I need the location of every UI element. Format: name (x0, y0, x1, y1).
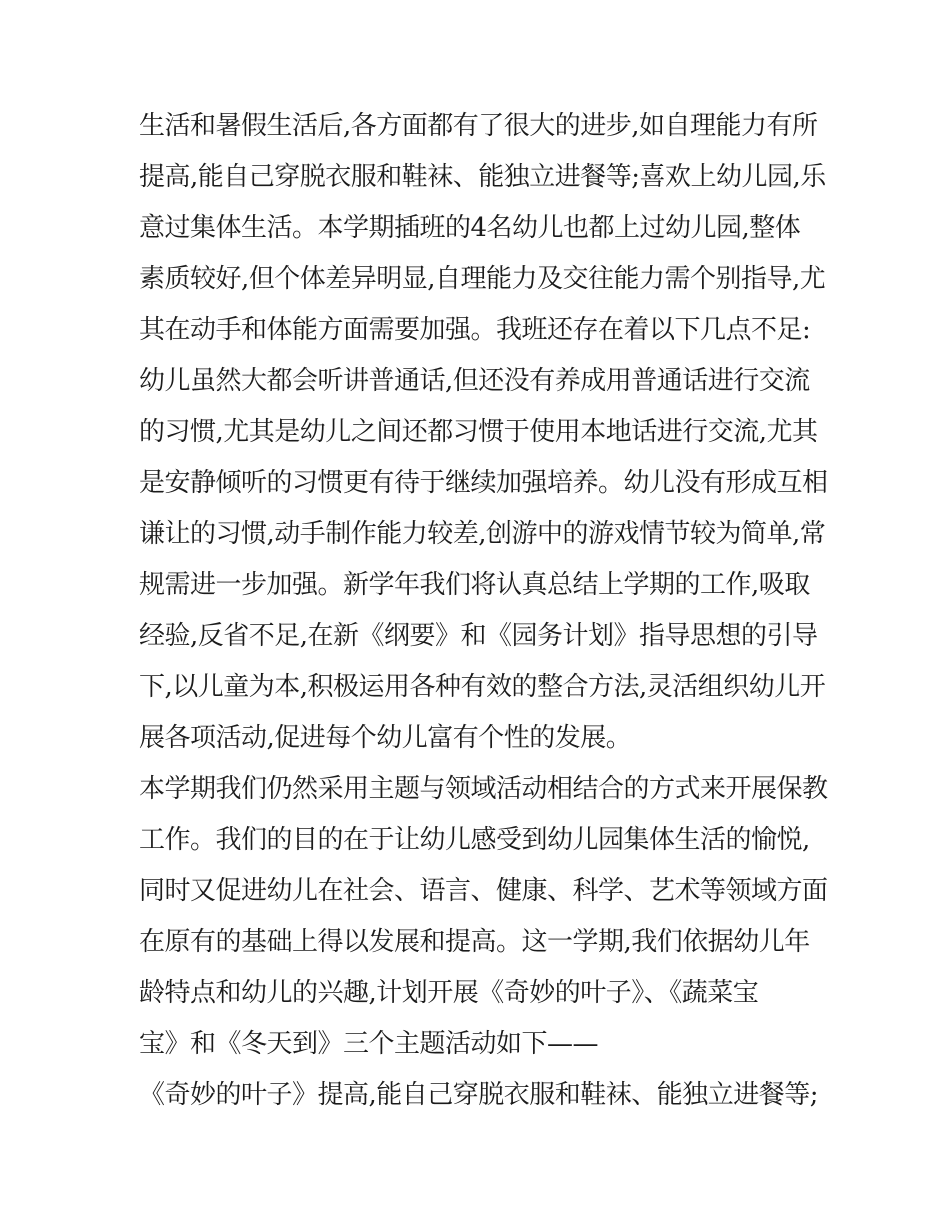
text-line: 其在动手和体能方面需要加强。我班还存在着以下几点不足: (139, 315, 811, 345)
text-line: 下,以儿童为本,积极运用各种有效的整合方法,灵活组织幼儿开 (139, 672, 826, 702)
text-line: 的习惯,尤其是幼儿之间还都习惯于使用本地话进行交流,尤其 (139, 417, 818, 447)
text-line: 展各项活动,促进每个幼儿富有个性的发展。 (139, 723, 632, 753)
text-line: 规需进一步加强。新学年我们将认真总结上学期的工作,吸取 (139, 570, 810, 600)
text-line: 经验,反省不足,在新《纲要》和《园务计划》指导思想的引导 (139, 621, 818, 651)
text-line: 谦让的习惯,动手制作能力较差,创游中的游戏情节较为简单,常 (139, 519, 826, 549)
text-line: 是安静倾听的习惯更有待于继续加强培养。幼儿没有形成互相 (139, 468, 828, 498)
document-body (139, 101, 839, 1121)
text-line: 宝》和《冬天到》三个主题活动如下—— (139, 1029, 599, 1059)
text-line: 同时又促进幼儿在社会、语言、健康、科学、艺术等领域方面 (139, 876, 828, 906)
text-line: 意过集体生活。本学期插班的4名幼儿也都上过幼儿园,整体 (139, 213, 801, 243)
text-line: 生活和暑假生活后,各方面都有了很大的进步,如自理能力有所 (139, 111, 818, 141)
text-line: 在原有的基础上得以发展和提高。这一学期,我们依据幼儿年 (139, 927, 810, 957)
text-line: 素质较好,但个体差异明显,自理能力及交往能力需个别指导,尤 (139, 264, 826, 294)
text-line: 本学期我们仍然采用主题与领域活动相结合的方式来开展保教 (139, 774, 828, 804)
text-line: 龄特点和幼儿的兴趣,计划开展《奇妙的叶子》、《蔬菜宝 (139, 978, 759, 1008)
text-line: 《奇妙的叶子》提高,能自己穿脱衣服和鞋袜、能独立进餐等; (139, 1080, 819, 1110)
text-line: 幼儿虽然大都会听讲普通话,但还没有养成用普通话进行交流 (139, 366, 810, 396)
text-line: 提高,能自己穿脱衣服和鞋袜、能独立进餐等;喜欢上幼儿园,乐 (139, 162, 826, 192)
text-line: 工作。我们的目的在于让幼儿感受到幼儿园集体生活的愉悦, (139, 825, 810, 855)
